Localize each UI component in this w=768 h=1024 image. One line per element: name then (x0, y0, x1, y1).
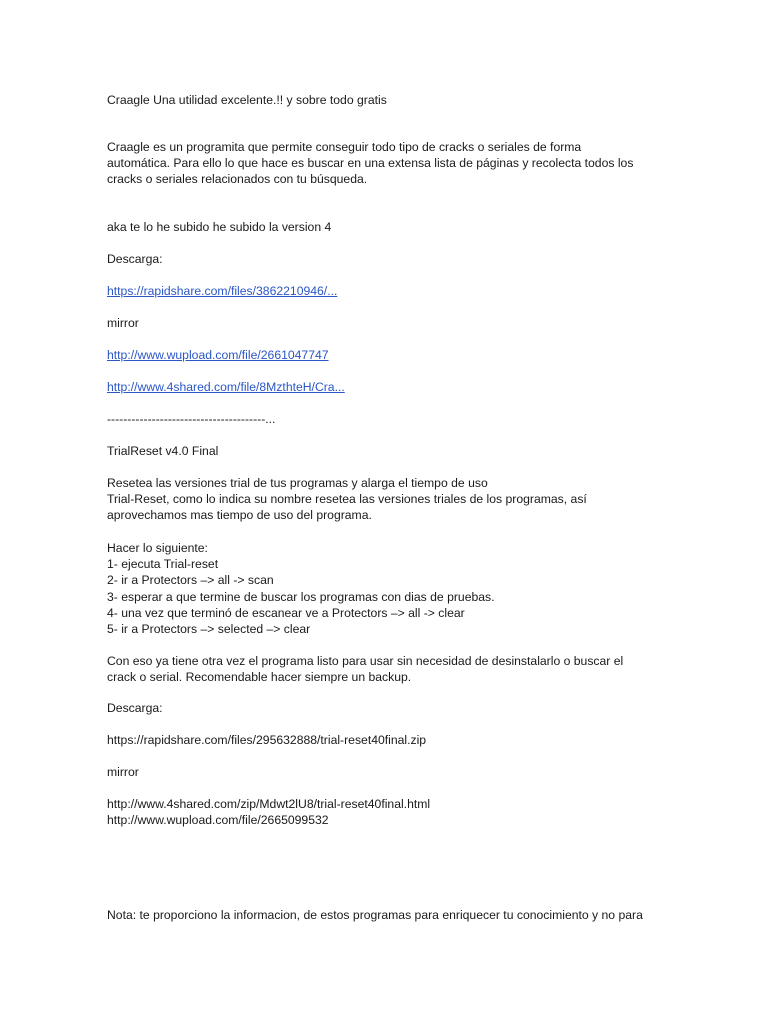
rapidshare-url-text: https://rapidshare.com/files/295632888/trial-reset40final.zip (107, 733, 427, 747)
craagle-description (107, 139, 633, 188)
aka-line: aka te lo he subido he subido la version 4 (107, 220, 332, 234)
step-item: 2- ir a Protectors –> all -> scan (107, 573, 274, 588)
step-item: 5- ir a Protectors –> selected –> clear (107, 622, 311, 637)
trialreset-description (107, 475, 587, 524)
download-label: Descarga: (107, 701, 163, 715)
mirror-url-text: http://www.4shared.com/zip/Mdwt2lU8/trial-reset40final.html (107, 797, 431, 811)
description-line: cracks o seriales relacionados con tu búsqueda. (107, 172, 368, 187)
trialreset-title: TrialReset v4.0 Final (107, 444, 219, 458)
step-item: 1- ejecuta Trial-reset (107, 557, 219, 572)
note-line: Nota: te proporciono la informacion, de estos programas para enriquecer tu conocimiento y no para (107, 908, 643, 922)
steps-list (107, 540, 495, 637)
steps-heading: Hacer lo siguiente: (107, 541, 208, 555)
download-label: Descarga: (107, 252, 163, 266)
step-item: 4- una vez que terminó de escanear ve a Protectors –> all -> clear (107, 605, 465, 620)
step-item: 3- esperar a que termine de buscar los programas con dias de pruebas. (107, 589, 495, 604)
conclusion-paragraph (107, 653, 623, 685)
trialreset-description-line: Trial-Reset, como lo indica su nombre resetea las versiones triales de los programas, así (107, 492, 587, 507)
description-line: automática. Para ello lo que hace es buscar en una extensa lista de páginas y recolecta todos los (107, 156, 634, 171)
rapidshare-link[interactable]: https://rapidshare.com/files/3862210946/... (107, 284, 338, 298)
separator-line: ---------------------------------------... (107, 412, 276, 426)
conclusion-line: Con eso ya tiene otra vez el programa listo para usar sin necesidad de desinstalarlo o buscar el (107, 654, 624, 668)
document-title-line: Craagle Una utilidad excelente.!! y sobre todo gratis (107, 93, 387, 107)
trialreset-description-line: Resetea las versiones trial de tus programas y alarga el tiempo de uso (107, 476, 488, 490)
wupload-link-item (107, 347, 329, 363)
4shared-link-item (107, 379, 345, 395)
mirror-url-list (107, 796, 430, 828)
mirror-label: mirror (107, 765, 139, 779)
trialreset-description-line: aprovechamos mas tiempo de uso del programa. (107, 508, 372, 523)
4shared-link[interactable]: http://www.4shared.com/file/8MzthteH/Cra... (107, 380, 345, 394)
description-line: Craagle es un programita que permite conseguir todo tipo de cracks o seriales de forma (107, 140, 582, 154)
mirror-url-text: http://www.wupload.com/file/2665099532 (107, 813, 329, 828)
mirror-label: mirror (107, 316, 139, 330)
wupload-link[interactable]: http://www.wupload.com/file/2661047747 (107, 348, 329, 362)
rapidshare-link-item (107, 283, 337, 299)
conclusion-line: crack o serial. Recomendable hacer siempre un backup. (107, 670, 412, 685)
